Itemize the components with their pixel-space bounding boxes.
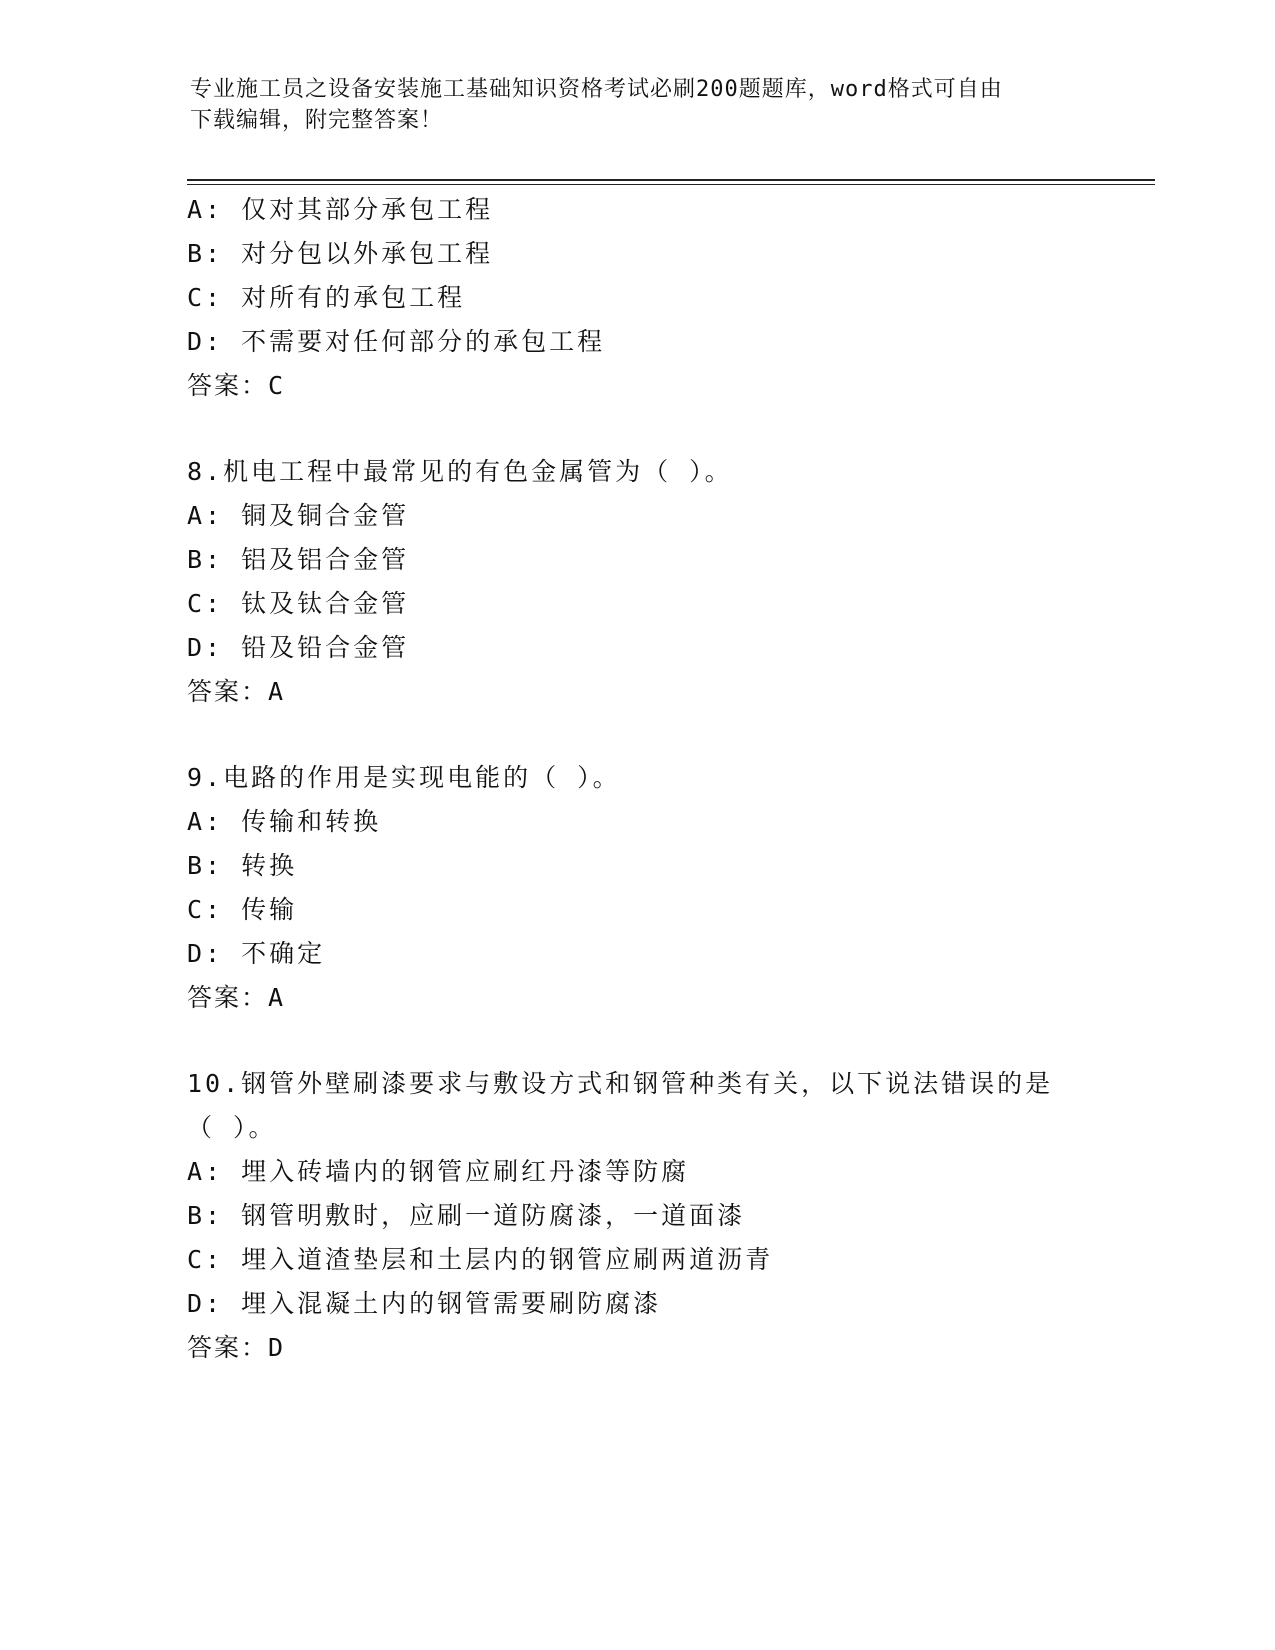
header-divider-thick [187, 179, 1155, 181]
q10-option-a: A: 埋入砖墙内的钢管应刷红丹漆等防腐 [187, 1157, 690, 1186]
q9-stem: 9.电路的作用是实现电能的（ ）。 [187, 763, 621, 792]
q10-option-c: C: 埋入道渣垫层和土层内的钢管应刷两道沥青 [187, 1245, 774, 1274]
header-title-line-2: 下载编辑，附完整答案！ [190, 108, 444, 133]
q8-option-b: B: 铝及铝合金管 [187, 545, 410, 574]
document-header [190, 74, 1080, 136]
q9-option-d: D: 不确定 [187, 939, 326, 968]
q7-option-b: B: 对分包以外承包工程 [187, 239, 494, 268]
q10-option-b: B: 钢管明敷时，应刷一道防腐漆，一道面漆 [187, 1201, 746, 1230]
q8-stem: 8.机电工程中最常见的有色金属管为（ ）。 [187, 457, 733, 486]
q7-option-c: C: 对所有的承包工程 [187, 283, 466, 312]
header-title-line-1: 专业施工员之设备安装施工基础知识资格考试必刷200题题库，word格式可自由 [190, 77, 1003, 102]
q9-option-a: A: 传输和转换 [187, 807, 382, 836]
q7-answer: 答案：C [187, 371, 286, 400]
q9-option-c: C: 传输 [187, 895, 298, 924]
q9-answer: 答案：A [187, 983, 286, 1012]
q7-option-d: D: 不需要对任何部分的承包工程 [187, 327, 606, 356]
q8-option-d: D: 铅及铅合金管 [187, 633, 410, 662]
q8-option-a: A: 铜及铜合金管 [187, 501, 410, 530]
q7-option-a: A: 仅对其部分承包工程 [187, 195, 494, 224]
q10-answer: 答案：D [187, 1333, 286, 1362]
q9-option-b: B: 转换 [187, 851, 298, 880]
header-divider-thin [187, 184, 1155, 185]
q10-stem-line-1: 10.钢管外壁刷漆要求与敷设方式和钢管种类有关，以下说法错误的是 [187, 1069, 1054, 1098]
q8-option-c: C: 钛及钛合金管 [187, 589, 410, 618]
q10-stem-line-2: （ ）。 [187, 1113, 277, 1142]
q8-answer: 答案：A [187, 677, 286, 706]
q10-option-d: D: 埋入混凝土内的钢管需要刷防腐漆 [187, 1289, 662, 1318]
